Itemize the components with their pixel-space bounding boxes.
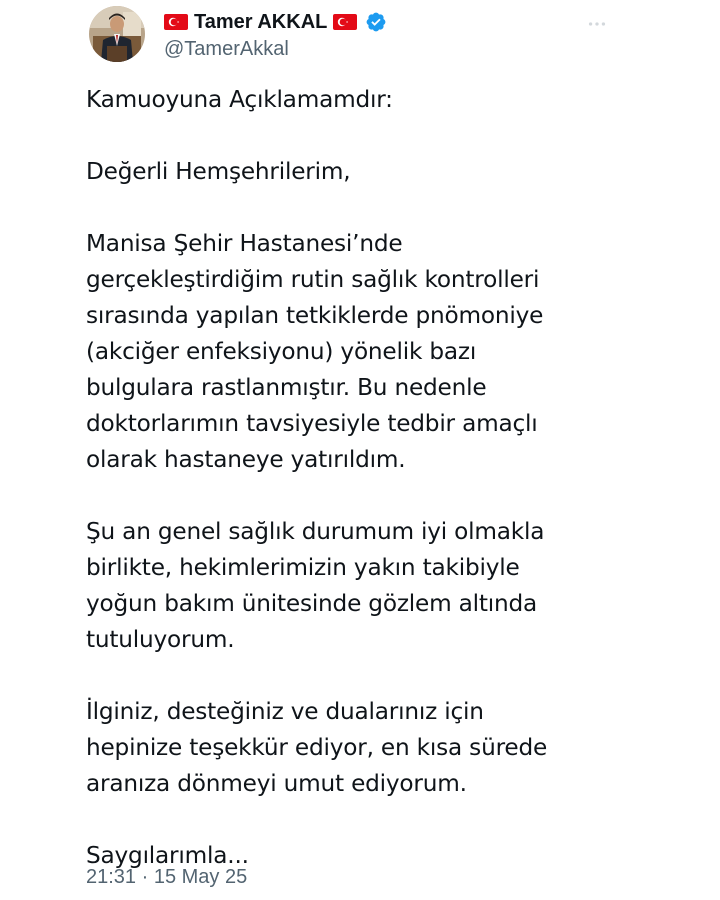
avatar[interactable] bbox=[89, 6, 145, 62]
tweet-paragraph: İlginiz, desteğiniz ve dualarınız için hepinize teşekkür ediyor, en kısa sürede aranıza dönmeyi umut ediyorum. bbox=[86, 698, 548, 797]
tweet-paragraph: Kamuoyuna Açıklamamdır: bbox=[86, 86, 393, 113]
tweet-paragraph: Şu an genel sağlık durumum iyi olmakla birlikte, hekimlerimizin yakın takibiyle yoğun bakım ünitesinde gözlem altında tutuluyorum. bbox=[86, 518, 545, 653]
avatar-image bbox=[89, 6, 145, 62]
tweet-text bbox=[86, 82, 666, 874]
tweet-paragraph: Değerli Hemşehrilerim, bbox=[86, 158, 351, 185]
turkish-flag-icon bbox=[164, 14, 188, 30]
author-handle[interactable]: @TamerAkkal bbox=[164, 38, 289, 60]
more-options-button[interactable] bbox=[585, 14, 609, 38]
author-name[interactable]: Tamer AKKAL bbox=[194, 10, 328, 33]
verified-badge-icon[interactable] bbox=[365, 11, 387, 33]
turkish-flag-icon bbox=[333, 14, 357, 30]
author-line bbox=[164, 8, 387, 36]
tweet-paragraph: Manisa Şehir Hastanesi’nde gerçekleştirdiğim rutin sağlık kontrolleri sırasında yapılan tetkiklerde pnömoniye (akciğer enfeksiyonu) yönelik bazı bulgulara rastlanmıştır. Bu nedenle doktorlarımın tavsiyesiyle tedbir amaçlı olarak hastaneye yatırıldım. bbox=[86, 230, 544, 473]
tweet-timestamp[interactable]: 21:31 · 15 May 25 bbox=[86, 866, 248, 888]
tweet-paragraph: Saygılarımla... bbox=[86, 842, 249, 869]
more-options-icon bbox=[586, 13, 608, 39]
